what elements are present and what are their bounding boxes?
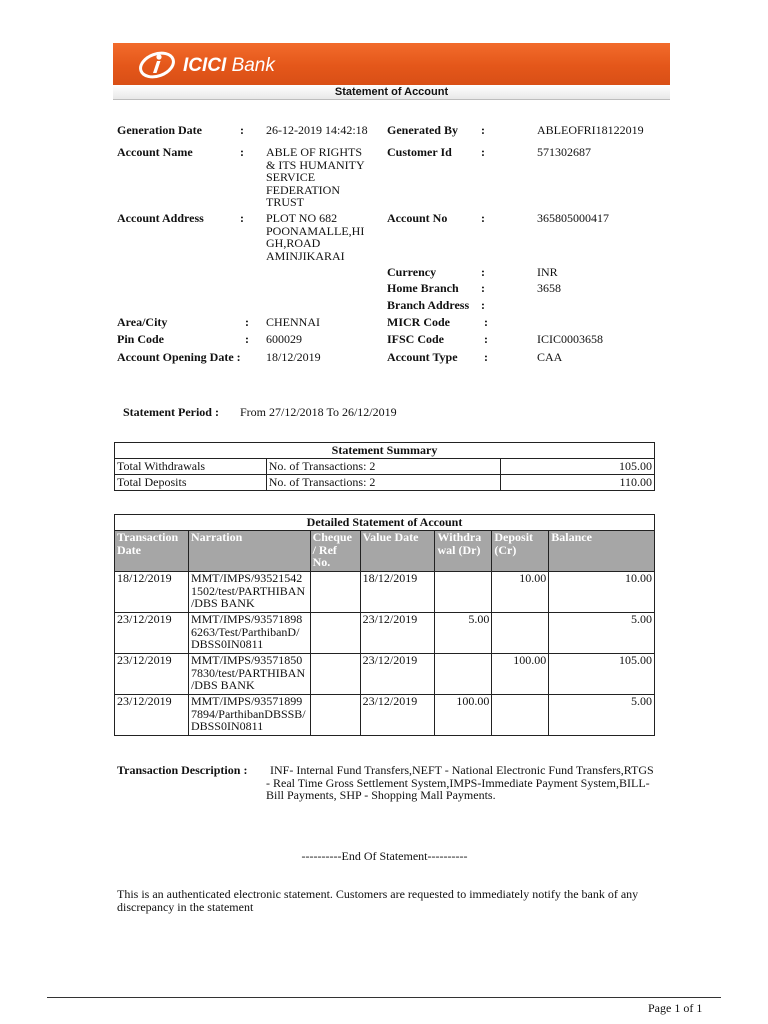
- doc-title: Statement of Account: [113, 85, 670, 100]
- statement-period-value: From 27/12/2018 To 26/12/2019: [240, 405, 397, 419]
- account-name-value: ABLE OF RIGHTS & ITS HUMANITY SERVICE FEDERATION TRUST: [266, 145, 365, 209]
- column-header: Cheque / Ref No.: [310, 531, 360, 572]
- txn-value-date: 18/12/2019: [360, 572, 435, 613]
- colon: :: [481, 145, 485, 159]
- icici-logo-icon: [137, 51, 181, 79]
- summary-title: Statement Summary: [115, 443, 655, 459]
- table-row: [115, 572, 655, 613]
- txn-balance: 5.00: [549, 695, 655, 736]
- account-type-label: Account Type: [387, 350, 458, 364]
- statement-period-label: Statement Period :: [123, 405, 219, 419]
- customer-id-label: Customer Id: [387, 145, 452, 159]
- column-header: Balance: [549, 531, 655, 572]
- colon: :: [245, 332, 249, 346]
- transaction-description-text: INF- Internal Fund Transfers,NEFT - National Electronic Fund Transfers,RTGS - Real Time Gross Settlement System,IMPS-Immediate Payment System,BILL-Bill Payments, SHP - Shopping Mall Payments.: [266, 763, 654, 802]
- detailed-statement-table: [114, 514, 655, 736]
- transaction-description-label: Transaction Description :: [117, 763, 248, 777]
- txn-deposit: [492, 613, 549, 654]
- colon: :: [245, 315, 249, 329]
- area-city-label: Area/City: [117, 315, 168, 329]
- txn-deposit: [492, 695, 549, 736]
- brand-name: ICICI Bank: [183, 55, 275, 76]
- colon: :: [481, 123, 485, 137]
- micr-code-label: MICR Code: [387, 315, 450, 329]
- txn-date: 23/12/2019: [115, 613, 189, 654]
- summary-amount: 105.00: [501, 459, 655, 475]
- account-type-value: CAA: [537, 350, 563, 364]
- txn-value-date: 23/12/2019: [360, 613, 435, 654]
- column-header: Deposit (Cr): [492, 531, 549, 572]
- colon: :: [240, 145, 244, 159]
- account-address-label: Account Address: [117, 211, 204, 225]
- pin-code-label: Pin Code: [117, 332, 165, 346]
- column-header: Transaction Date: [115, 531, 189, 572]
- column-header: Narration: [188, 531, 310, 572]
- txn-cheque: [310, 695, 360, 736]
- end-of-statement: ----------End Of Statement----------: [301, 849, 468, 863]
- account-name-label: Account Name: [117, 145, 193, 159]
- currency-value: INR: [537, 265, 558, 279]
- page-number: Page 1 of 1: [648, 1001, 703, 1015]
- colon: :: [484, 315, 488, 329]
- table-row: [115, 475, 655, 491]
- opening-date-value: 18/12/2019: [266, 350, 321, 364]
- colon: :: [481, 211, 485, 225]
- detail-title: Detailed Statement of Account: [115, 515, 655, 531]
- colon: :: [240, 211, 244, 225]
- txn-narration: MMT/IMPS/935718997894/ParthibanDBSSB/DBSS0IN0811: [188, 695, 310, 736]
- txn-cheque: [310, 572, 360, 613]
- colon: :: [484, 350, 488, 364]
- account-no-label: Account No: [387, 211, 448, 225]
- authentication-notice: This is an authenticated electronic statement. Customers are requested to immediately notify the bank of any discrepancy in the statement: [117, 887, 639, 914]
- txn-value-date: 23/12/2019: [360, 654, 435, 695]
- colon: :: [481, 265, 485, 279]
- txn-cheque: [310, 654, 360, 695]
- txn-narration: MMT/IMPS/935215421502/test/PARTHIBAN /DBS BANK: [188, 572, 310, 613]
- table-header-row: [115, 531, 655, 572]
- home-branch-value: 3658: [537, 281, 561, 295]
- column-header: Value Date: [360, 531, 435, 572]
- account-address-value: PLOT NO 682 POONAMALLE,HI GH,ROAD AMINJIKARAI: [266, 211, 365, 263]
- txn-withdrawal: [435, 654, 492, 695]
- summary-txn-count: No. of Transactions: 2: [266, 475, 501, 491]
- summary-label: Total Withdrawals: [115, 459, 267, 475]
- txn-deposit: 100.00: [492, 654, 549, 695]
- column-header: Withdrawal (Dr): [435, 531, 492, 572]
- colon: :: [240, 123, 244, 137]
- account-no-value: 365805000417: [537, 211, 609, 225]
- generated-by-value: ABLEOFRI18122019: [537, 123, 644, 137]
- txn-narration: MMT/IMPS/935718507830/test/PARTHIBAN /DBS BANK: [188, 654, 310, 695]
- txn-withdrawal: 100.00: [435, 695, 492, 736]
- area-city-value: CHENNAI: [266, 315, 320, 329]
- table-row: [115, 613, 655, 654]
- currency-label: Currency: [387, 265, 437, 279]
- ifsc-code-value: ICIC0003658: [537, 332, 603, 346]
- txn-date: 18/12/2019: [115, 572, 189, 613]
- txn-withdrawal: 5.00: [435, 613, 492, 654]
- summary-amount: 110.00: [501, 475, 655, 491]
- home-branch-label: Home Branch: [387, 281, 459, 295]
- txn-deposit: 10.00: [492, 572, 549, 613]
- txn-cheque: [310, 613, 360, 654]
- statement-summary-table: [114, 442, 655, 491]
- summary-txn-count: No. of Transactions: 2: [266, 459, 501, 475]
- generation-date-value: 26-12-2019 14:42:18: [266, 123, 368, 137]
- summary-label: Total Deposits: [115, 475, 267, 491]
- table-row: [115, 654, 655, 695]
- txn-date: 23/12/2019: [115, 654, 189, 695]
- opening-date-label: Account Opening Date :: [117, 350, 241, 364]
- txn-withdrawal: [435, 572, 492, 613]
- table-row: [115, 459, 655, 475]
- txn-date: 23/12/2019: [115, 695, 189, 736]
- txn-balance: 5.00: [549, 613, 655, 654]
- generation-date-label: Generation Date: [117, 123, 202, 137]
- colon: :: [481, 281, 485, 295]
- customer-id-value: 571302687: [537, 145, 591, 159]
- footer-divider: [47, 997, 721, 998]
- table-row: [115, 695, 655, 736]
- generated-by-label: Generated By: [387, 123, 458, 137]
- ifsc-code-label: IFSC Code: [387, 332, 445, 346]
- txn-balance: 10.00: [549, 572, 655, 613]
- txn-value-date: 23/12/2019: [360, 695, 435, 736]
- pin-code-value: 600029: [266, 332, 302, 346]
- colon: :: [484, 332, 488, 346]
- txn-narration: MMT/IMPS/935718986263/Test/ParthibanD/DBSS0IN0811: [188, 613, 310, 654]
- colon: :: [481, 298, 485, 312]
- branch-address-label: Branch Address: [387, 298, 470, 312]
- txn-balance: 105.00: [549, 654, 655, 695]
